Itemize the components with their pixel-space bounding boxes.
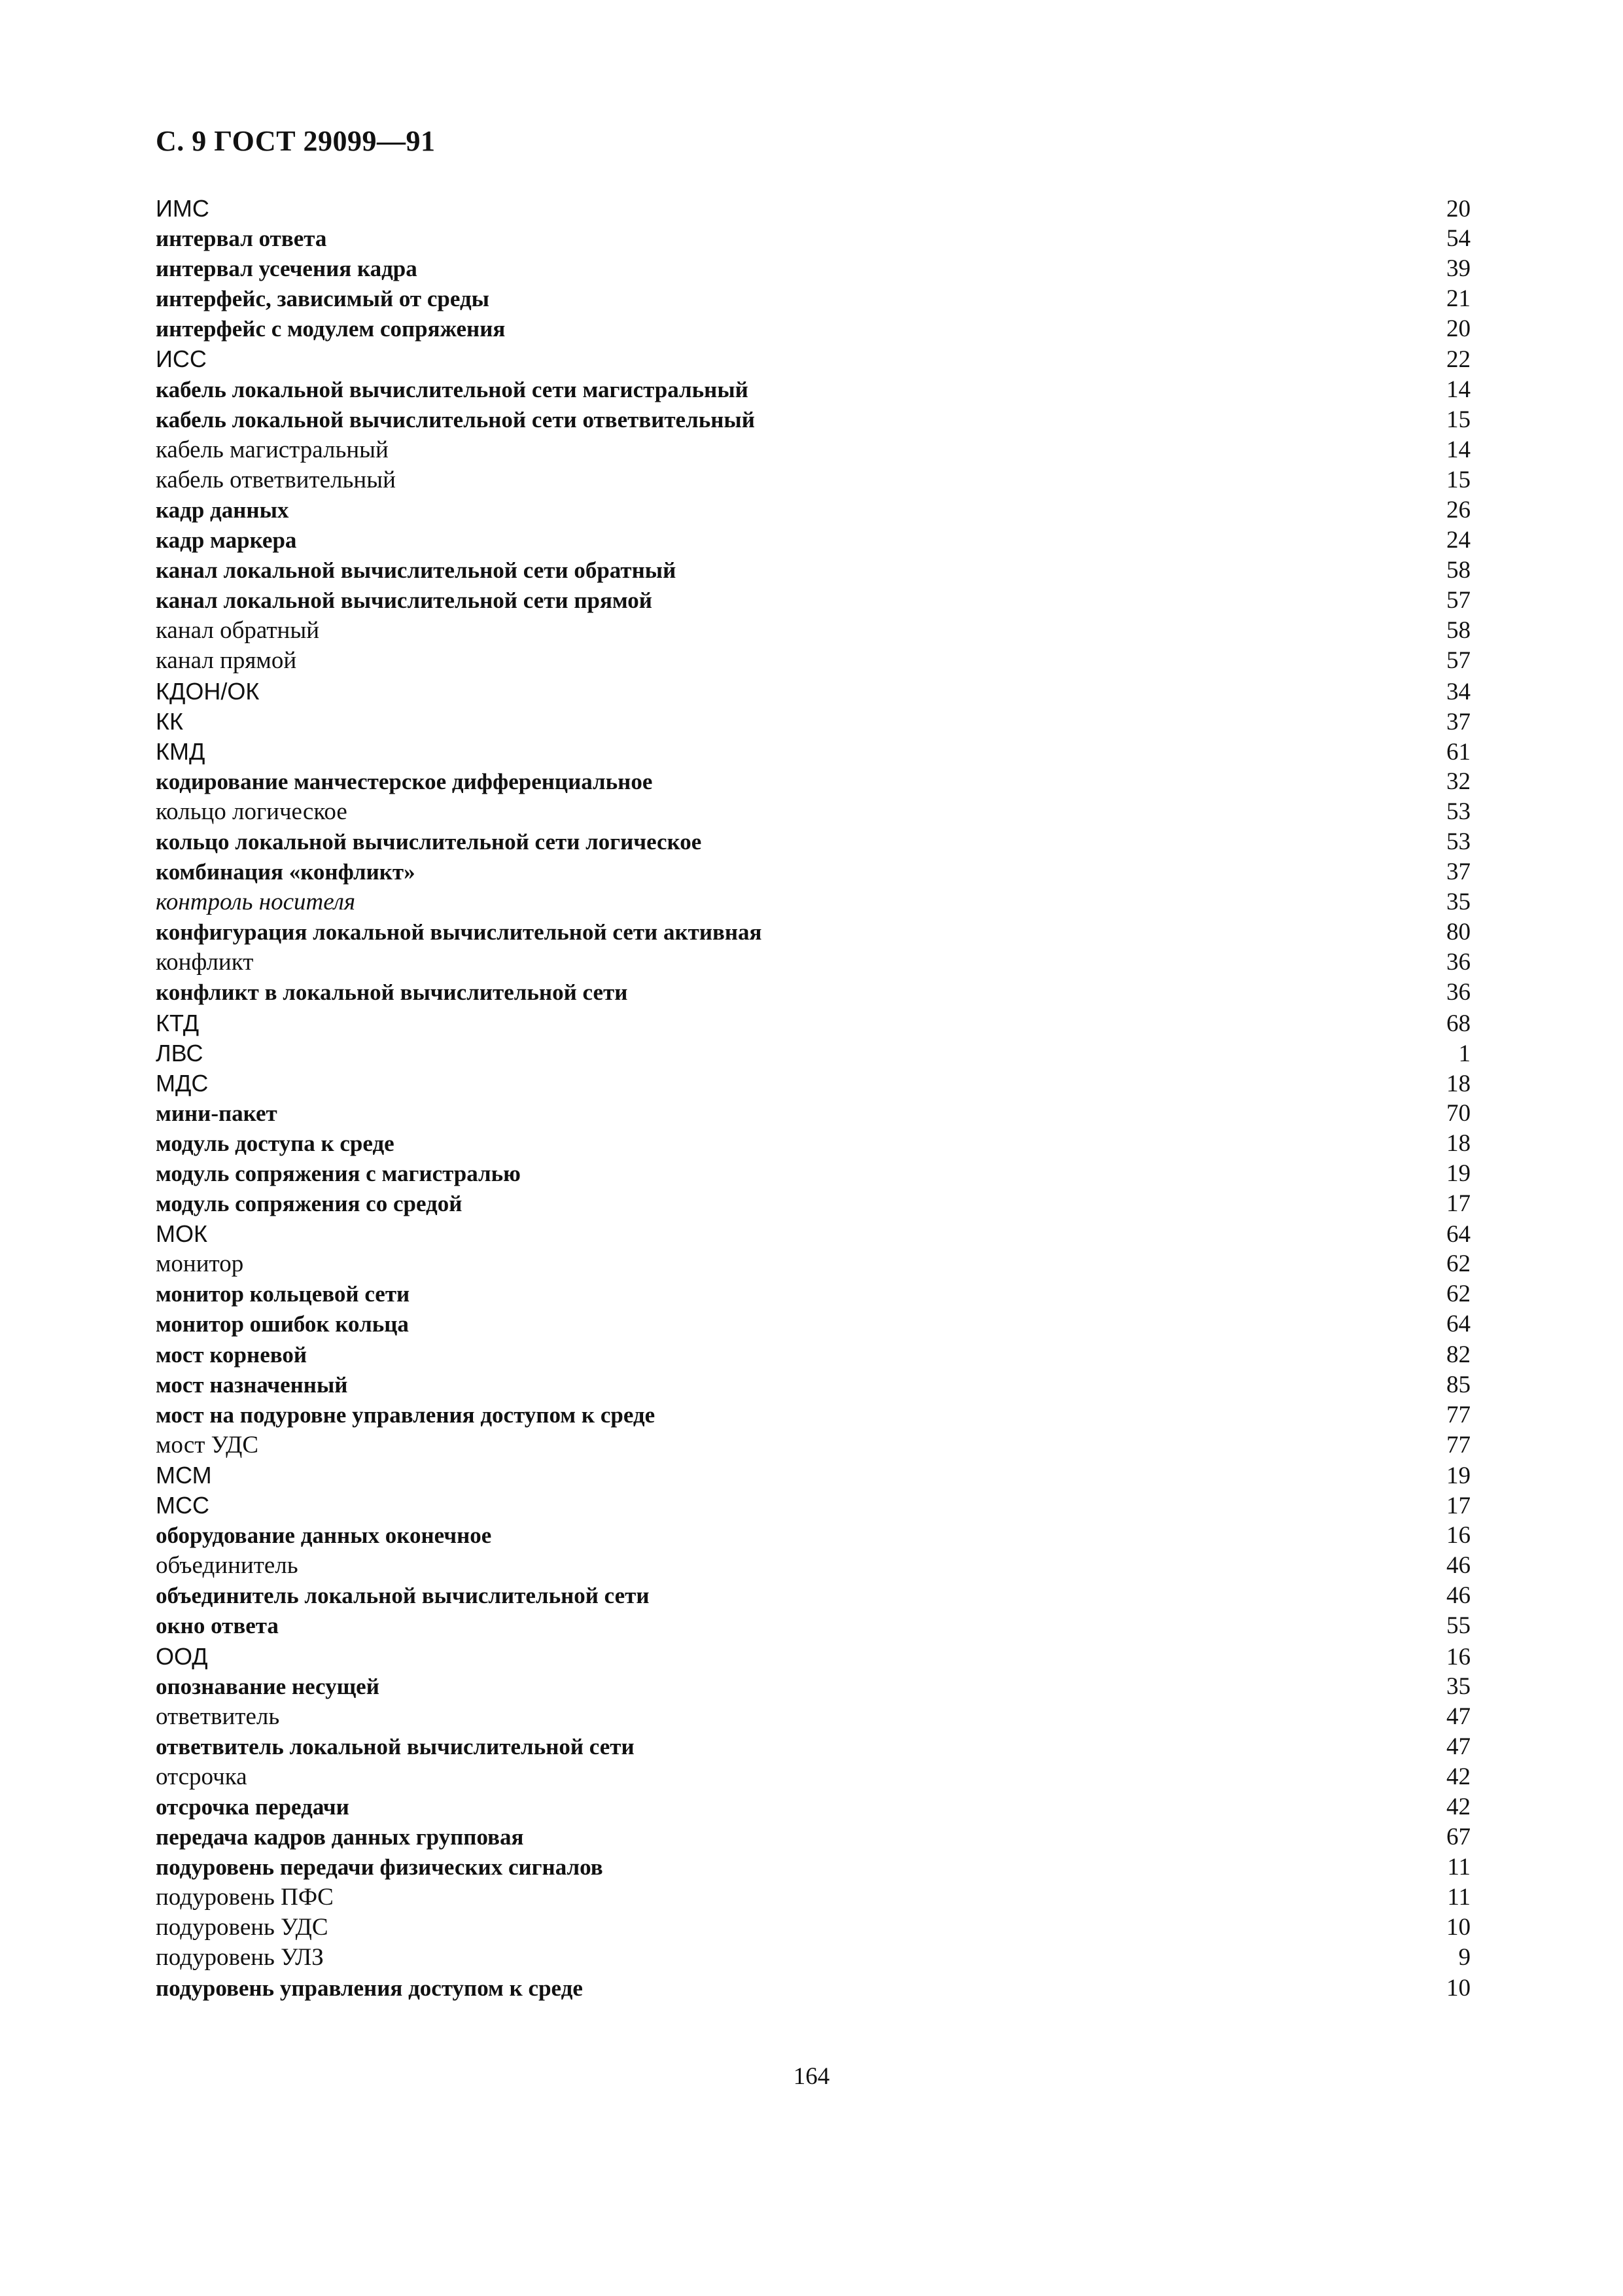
index-term: интерфейс с модулем сопряжения	[156, 316, 506, 342]
index-term: КМД	[156, 737, 205, 765]
index-term: модуль сопряжения со средой	[156, 1191, 462, 1217]
index-entry	[156, 797, 1471, 827]
index-entry	[156, 1822, 1471, 1852]
index-term: интервал ответа	[156, 226, 327, 252]
index-page-ref: 9	[1458, 1944, 1471, 1971]
index-page-ref: 24	[1446, 527, 1471, 554]
index-entry	[156, 1732, 1471, 1762]
index-entry	[156, 435, 1471, 465]
index-entry	[156, 224, 1471, 254]
index-entry	[156, 586, 1471, 616]
index-page-ref: 57	[1446, 587, 1471, 614]
index-entry	[156, 1672, 1471, 1702]
index-entry	[156, 254, 1471, 284]
index-page-ref: 70	[1446, 1099, 1471, 1127]
index-term: подуровень УЛЗ	[156, 1944, 324, 1971]
index-page-ref: 62	[1446, 1250, 1471, 1278]
index-entry	[156, 1008, 1471, 1038]
index-entry	[156, 1400, 1471, 1430]
index-entry	[156, 344, 1471, 374]
index-entry	[156, 677, 1471, 707]
index-page-ref: 17	[1446, 1492, 1471, 1520]
index-entry	[156, 707, 1471, 737]
index-page-ref: 46	[1446, 1552, 1471, 1580]
index-entry	[156, 1309, 1471, 1339]
index-list	[156, 194, 1471, 2004]
index-term: мини-пакет	[156, 1100, 277, 1126]
index-term: канал обратный	[156, 617, 320, 645]
index-page-ref: 47	[1446, 1703, 1471, 1730]
index-term: подуровень ПФС	[156, 1884, 334, 1911]
index-term: отсрочка	[156, 1763, 247, 1790]
index-page-ref: 36	[1446, 949, 1471, 976]
index-page-ref: 42	[1446, 1763, 1471, 1790]
index-term: конфигурация локальной вычислительной сети активная	[156, 919, 762, 945]
index-term: мост на подуровне управления доступом к среде	[156, 1402, 655, 1428]
index-entry	[156, 857, 1471, 887]
index-page-ref: 10	[1446, 1974, 1471, 2002]
index-entry	[156, 314, 1471, 344]
index-entry	[156, 1913, 1471, 1943]
index-entry	[156, 1249, 1471, 1279]
index-term: кольцо локальной вычислительной сети логическое	[156, 828, 702, 855]
index-term: окно ответа	[156, 1613, 279, 1639]
index-term: конфликт	[156, 949, 254, 976]
index-page-ref: 19	[1446, 1160, 1471, 1187]
index-entry	[156, 194, 1471, 224]
index-page-ref: 19	[1446, 1462, 1471, 1489]
index-term: ЛВС	[156, 1039, 203, 1067]
index-page-ref: 58	[1446, 617, 1471, 645]
index-term: кадр маркера	[156, 527, 297, 554]
index-entry	[156, 1551, 1471, 1581]
index-term: кольцо логическое	[156, 798, 347, 825]
index-term: ответвитель	[156, 1703, 280, 1730]
index-page-ref: 22	[1446, 346, 1471, 374]
index-page-ref: 10	[1446, 1914, 1471, 1941]
index-entry	[156, 737, 1471, 767]
index-term: мост УДС	[156, 1431, 259, 1458]
index-term: кабель магистральный	[156, 436, 389, 463]
index-page-ref: 17	[1446, 1190, 1471, 1218]
index-page-ref: 32	[1446, 768, 1471, 795]
index-term: модуль доступа к среде	[156, 1130, 394, 1156]
index-term: МДС	[156, 1069, 209, 1097]
index-page-ref: 82	[1446, 1341, 1471, 1368]
index-page-ref: 15	[1446, 406, 1471, 433]
index-entry	[156, 1702, 1471, 1732]
index-entry	[156, 1159, 1471, 1189]
index-entry	[156, 1611, 1471, 1641]
index-entry	[156, 1460, 1471, 1491]
index-entry	[156, 1099, 1471, 1129]
index-page-ref: 35	[1446, 1672, 1471, 1700]
index-page-ref: 34	[1446, 678, 1471, 705]
index-page-ref: 11	[1447, 1884, 1471, 1911]
index-page-ref: 11	[1447, 1854, 1471, 1881]
index-term: МОК	[156, 1220, 207, 1248]
index-page-ref: 62	[1446, 1280, 1471, 1308]
index-term: кабель ответвительный	[156, 466, 396, 493]
index-page-ref: 21	[1446, 285, 1471, 313]
index-term: МСС	[156, 1492, 209, 1519]
index-entry	[156, 284, 1471, 314]
index-page-ref: 14	[1446, 436, 1471, 463]
index-entry	[156, 978, 1471, 1008]
index-term: ООД	[156, 1642, 208, 1670]
index-term: КК	[156, 707, 183, 735]
index-term: объединитель	[156, 1552, 298, 1580]
index-entry	[156, 1521, 1471, 1551]
index-page-ref: 18	[1446, 1070, 1471, 1097]
index-entry	[156, 1762, 1471, 1792]
index-term: подуровень передачи физических сигналов	[156, 1854, 603, 1881]
index-entry	[156, 1219, 1471, 1249]
index-term: кодирование манчестерское дифференциальное	[156, 768, 653, 794]
index-entry	[156, 947, 1471, 978]
index-term: КТД	[156, 1009, 200, 1036]
index-term: ИМС	[156, 195, 209, 222]
index-page-ref: 55	[1446, 1612, 1471, 1640]
index-page-ref: 85	[1446, 1371, 1471, 1398]
index-page-ref: 47	[1446, 1733, 1471, 1760]
page-number: 164	[793, 2063, 830, 2090]
index-page-ref: 61	[1446, 738, 1471, 766]
index-page-ref: 53	[1446, 828, 1471, 855]
index-term: интервал усечения кадра	[156, 256, 417, 282]
index-entry	[156, 1943, 1471, 1973]
index-page-ref: 39	[1446, 255, 1471, 283]
index-entry	[156, 1973, 1471, 2004]
index-page-ref: 54	[1446, 225, 1471, 253]
index-page-ref: 26	[1446, 496, 1471, 523]
index-term: интерфейс, зависимый от среды	[156, 286, 489, 312]
index-page-ref: 77	[1446, 1401, 1471, 1428]
index-entry	[156, 1340, 1471, 1370]
index-entry	[156, 887, 1471, 917]
index-entry	[156, 646, 1471, 676]
index-term: кадр данных	[156, 497, 289, 523]
index-term: канал прямой	[156, 647, 297, 675]
index-page-ref: 42	[1446, 1793, 1471, 1820]
index-entry	[156, 1279, 1471, 1309]
index-term: передача кадров данных групповая	[156, 1824, 524, 1850]
index-page-ref: 53	[1446, 798, 1471, 825]
index-page-ref: 80	[1446, 919, 1471, 946]
index-term: кабель локальной вычислительной сети ответвительный	[156, 406, 755, 433]
index-term: канал локальной вычислительной сети прямой	[156, 588, 652, 614]
index-term: оборудование данных оконечное	[156, 1523, 492, 1549]
index-term: объединитель локальной вычислительной сети	[156, 1583, 650, 1609]
index-entry	[156, 556, 1471, 586]
index-page-ref: 37	[1446, 858, 1471, 886]
index-entry	[156, 917, 1471, 947]
index-entry	[156, 1129, 1471, 1159]
index-entry	[156, 525, 1471, 556]
index-page-ref: 57	[1446, 647, 1471, 675]
index-entry	[156, 1370, 1471, 1400]
index-page-ref: 14	[1446, 376, 1471, 403]
index-entry	[156, 405, 1471, 435]
index-entry	[156, 1430, 1471, 1460]
index-entry	[156, 767, 1471, 797]
index-entry	[156, 1038, 1471, 1069]
index-page-ref: 77	[1446, 1431, 1471, 1458]
index-entry	[156, 1882, 1471, 1913]
index-entry	[156, 375, 1471, 405]
page-header: С. 9 ГОСТ 29099—91	[156, 125, 436, 157]
index-entry	[156, 465, 1471, 495]
index-page-ref: 20	[1446, 196, 1471, 222]
index-term: монитор кольцевой сети	[156, 1281, 410, 1307]
index-entry	[156, 1581, 1471, 1611]
index-entry	[156, 1069, 1471, 1099]
index-page-ref: 20	[1446, 315, 1471, 343]
index-page-ref: 35	[1446, 889, 1471, 916]
index-page-ref: 15	[1446, 466, 1471, 493]
index-page-ref: 68	[1446, 1010, 1471, 1037]
index-term: конфликт в локальной вычислительной сети	[156, 980, 628, 1006]
index-page-ref: 58	[1446, 557, 1471, 584]
index-term: МСМ	[156, 1461, 212, 1489]
index-term: опознавание несущей	[156, 1673, 379, 1699]
index-term: отсрочка передачи	[156, 1793, 349, 1820]
index-page-ref: 1	[1458, 1040, 1471, 1067]
index-page-ref: 64	[1446, 1311, 1471, 1338]
index-term: подуровень управления доступом к среде	[156, 1975, 583, 2001]
index-page-ref: 16	[1446, 1643, 1471, 1670]
index-page-ref: 36	[1446, 979, 1471, 1006]
index-term: комбинация «конфликт»	[156, 859, 415, 885]
index-term: модуль сопряжения с магистралью	[156, 1161, 521, 1186]
index-term: ИСС	[156, 345, 207, 373]
index-entry	[156, 1189, 1471, 1219]
index-page-ref: 64	[1446, 1221, 1471, 1248]
index-page-ref: 67	[1446, 1824, 1471, 1851]
index-entry	[156, 495, 1471, 525]
index-term: контроль носителя	[156, 889, 356, 916]
index-page-ref: 37	[1446, 708, 1471, 735]
index-entry	[156, 616, 1471, 646]
index-term: монитор	[156, 1250, 244, 1278]
index-page-ref: 16	[1446, 1522, 1471, 1549]
index-term: монитор ошибок кольца	[156, 1311, 409, 1337]
index-entry	[156, 1792, 1471, 1822]
index-term: мост назначенный	[156, 1371, 348, 1398]
index-entry	[156, 1491, 1471, 1521]
index-term: канал локальной вычислительной сети обратный	[156, 557, 676, 584]
index-entry	[156, 1642, 1471, 1672]
index-term: мост корневой	[156, 1341, 307, 1368]
index-page-ref: 18	[1446, 1129, 1471, 1157]
index-term: ответвитель локальной вычислительной сети	[156, 1733, 635, 1759]
index-entry	[156, 827, 1471, 857]
index-entry	[156, 1852, 1471, 1882]
index-term: подуровень УДС	[156, 1914, 328, 1941]
index-term: КДОН/ОК	[156, 677, 260, 705]
index-page-ref: 46	[1446, 1582, 1471, 1610]
index-term: кабель локальной вычислительной сети магистральный	[156, 376, 748, 402]
